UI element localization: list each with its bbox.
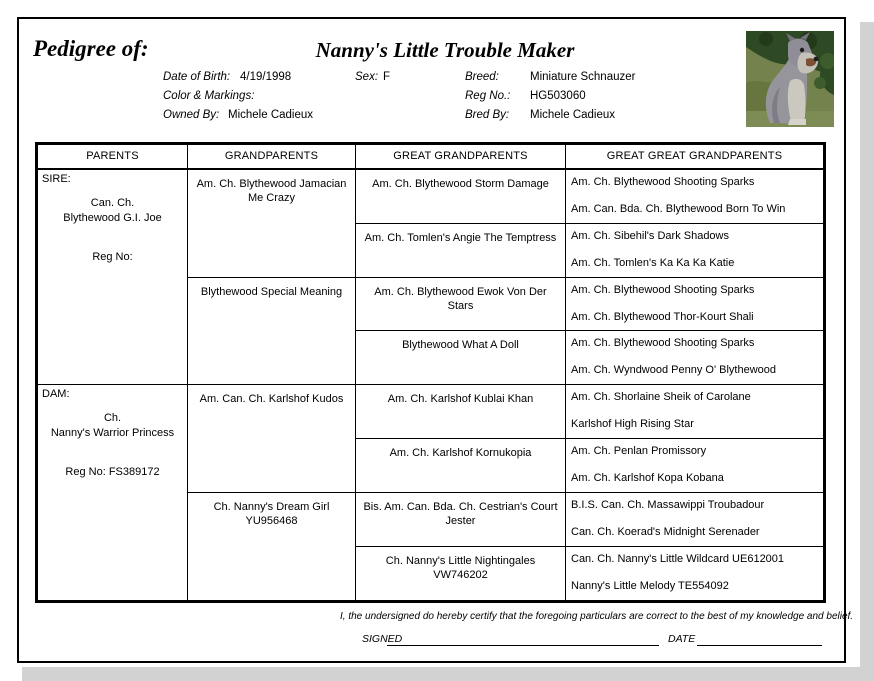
dob-label: Date of Birth: bbox=[163, 71, 231, 83]
miniature-schnauzer-illustration bbox=[746, 31, 834, 127]
grandparent-cell bbox=[188, 278, 356, 386]
great-grandparent-cell bbox=[356, 385, 566, 439]
dam-cell bbox=[38, 385, 188, 600]
great-great-grandparent-name: Am. Ch. Shorlaine Sheik of Carolane bbox=[571, 391, 751, 404]
great-grandparent-name: Bis. Am. Can. Bda. Ch. Cestrian's Court bbox=[363, 500, 558, 513]
great-great-grandparent-name: Am. Ch. Karlshof Kopa Kobana bbox=[571, 471, 724, 484]
dam-role-label: DAM: bbox=[42, 388, 70, 401]
regno-label: Reg No.: bbox=[465, 90, 511, 102]
great-grandparent-name: Am. Ch. Blythewood Storm Damage bbox=[372, 178, 549, 190]
grandparent-name: Ch. Nanny's Dream Girl bbox=[213, 500, 330, 513]
signed-label: SIGNED bbox=[362, 633, 403, 645]
sex-value: F bbox=[383, 71, 391, 83]
date-label: DATE bbox=[668, 633, 696, 645]
great-grandparent-name: Ch. Nanny's Little Nightingales bbox=[385, 554, 536, 567]
sire-reg-no: Reg No: bbox=[92, 251, 133, 263]
great-great-grandparent-pair bbox=[566, 547, 823, 601]
dob-value: 4/19/1998 bbox=[240, 71, 292, 83]
great-great-grandparent-name: Can. Ch. Nanny's Little Wildcard UE612001 bbox=[571, 552, 785, 565]
great-great-grandparent-name: Am. Ch. Tomlen's Ka Ka Ka Katie bbox=[571, 256, 735, 269]
great-grandparent-cell bbox=[356, 331, 566, 385]
great-great-grandparent-pair bbox=[566, 385, 823, 439]
great-great-grandparent-name: Nanny's Little Melody TE554092 bbox=[571, 579, 729, 592]
dam-name bbox=[38, 411, 187, 441]
breed-value: Miniature Schnauzer bbox=[530, 71, 636, 83]
column-header-great-grandparents: GREAT GRANDPARENTS bbox=[356, 145, 566, 170]
great-grandparent-name: Blythewood What A Doll bbox=[402, 339, 519, 352]
regno-value: HG503060 bbox=[530, 90, 586, 102]
great-great-grandparent-name: Am. Ch. Blythewood Shooting Sparks bbox=[571, 337, 755, 350]
grandparent-cell bbox=[188, 385, 356, 493]
owned-by-value: Michele Cadieux bbox=[228, 109, 314, 121]
great-great-grandparent-name: Am. Ch. Wyndwood Penny O' Blythewood bbox=[571, 364, 776, 377]
great-great-grandparent-name: Can. Ch. Koerad's Midnight Serenader bbox=[571, 525, 760, 538]
dam-reg-no: Reg No: FS389172 bbox=[65, 466, 160, 479]
sire-name-line: Blythewood G.I. Joe bbox=[63, 212, 162, 224]
great-great-grandparent-name: Am. Can. Bda. Ch. Blythewood Born To Win bbox=[571, 203, 786, 215]
dam-title: Ch. bbox=[103, 412, 122, 425]
sire-name bbox=[38, 196, 187, 226]
great-grandparent-cell bbox=[356, 170, 566, 224]
great-grandparent-name: Am. Ch. Blythewood Ewok Von Der bbox=[374, 285, 547, 298]
signed-signature-line bbox=[387, 633, 659, 646]
great-great-grandparent-name: Am. Ch. Blythewood Shooting Sparks bbox=[571, 283, 755, 296]
date-signature-line bbox=[697, 633, 822, 646]
great-great-grandparent-name: Am. Ch. Sibehil's Dark Shadows bbox=[571, 229, 729, 242]
certification-statement: I, the undersigned do hereby certify that the foregoing particulars are correct to the best of my knowledge and belief. bbox=[340, 611, 854, 622]
sire-title: Can. Ch. bbox=[90, 197, 135, 209]
dog-photo bbox=[746, 31, 834, 127]
sire-role-label: SIRE: bbox=[42, 173, 71, 185]
great-great-grandparent-pair bbox=[566, 224, 823, 278]
great-grandparent-name: Am. Ch. Tomlen's Angie The Temptress bbox=[364, 231, 557, 244]
great-great-grandparent-name: B.I.S. Can. Ch. Massawippi Troubadour bbox=[571, 498, 765, 511]
grandparent-cell bbox=[188, 493, 356, 601]
great-great-grandparent-pair bbox=[566, 493, 823, 547]
column-header-great-great-grandparents: GREAT GREAT GRANDPARENTS bbox=[566, 145, 823, 170]
bred-by-value: Michele Cadieux bbox=[530, 109, 616, 121]
sire-cell bbox=[38, 170, 188, 385]
dam-name-line: Nanny's Warrior Princess bbox=[50, 427, 175, 440]
breed-label: Breed: bbox=[465, 71, 499, 83]
pedigree-table bbox=[35, 142, 826, 603]
great-grandparent-name: Am. Ch. Karlshof Kornukopia bbox=[389, 446, 532, 459]
great-great-grandparent-pair bbox=[566, 170, 823, 224]
great-grandparent-name: Am. Ch. Karlshof Kublai Khan bbox=[387, 393, 534, 406]
great-grandparent-cell bbox=[356, 493, 566, 547]
great-grandparent-name-line2: Jester bbox=[445, 514, 476, 527]
great-grandparent-name-line2: Stars bbox=[447, 299, 474, 312]
grandparent-name: Blythewood Special Meaning bbox=[200, 285, 343, 298]
great-grandparent-cell bbox=[356, 224, 566, 278]
sex-label: Sex: bbox=[355, 71, 379, 83]
grandparent-cell bbox=[188, 170, 356, 278]
pedigree-of-label: Pedigree of: bbox=[33, 36, 149, 61]
column-header-grandparents: GRANDPARENTS bbox=[188, 145, 356, 170]
grandparent-name-line2: YU956468 bbox=[245, 514, 298, 527]
dog-name-title: Nanny's Little Trouble Maker bbox=[315, 38, 575, 62]
color-markings-label: Color & Markings: bbox=[163, 90, 255, 102]
great-grandparent-name-line2: VW746202 bbox=[433, 568, 488, 581]
great-grandparent-cell bbox=[356, 439, 566, 493]
column-header-parents: PARENTS bbox=[38, 145, 188, 170]
grandparent-name: Am. Ch. Blythewood Jamacian bbox=[196, 178, 347, 190]
great-great-grandparent-pair bbox=[566, 439, 823, 493]
grandparent-name-line2: Me Crazy bbox=[247, 192, 296, 204]
great-great-grandparent-pair bbox=[566, 278, 823, 332]
great-great-grandparent-name: Am. Ch. Penlan Promissory bbox=[571, 444, 707, 457]
great-grandparent-cell bbox=[356, 547, 566, 601]
owned-by-label: Owned By: bbox=[163, 109, 220, 121]
great-grandparent-cell bbox=[356, 278, 566, 332]
great-great-grandparent-name: Karlshof High Rising Star bbox=[571, 418, 694, 431]
bred-by-label: Bred By: bbox=[465, 109, 510, 121]
great-great-grandparent-name: Am. Ch. Blythewood Thor-Kourt Shali bbox=[571, 310, 754, 323]
great-great-grandparent-name: Am. Ch. Blythewood Shooting Sparks bbox=[571, 176, 755, 188]
grandparent-name: Am. Can. Ch. Karlshof Kudos bbox=[199, 393, 344, 406]
great-great-grandparent-pair bbox=[566, 331, 823, 385]
